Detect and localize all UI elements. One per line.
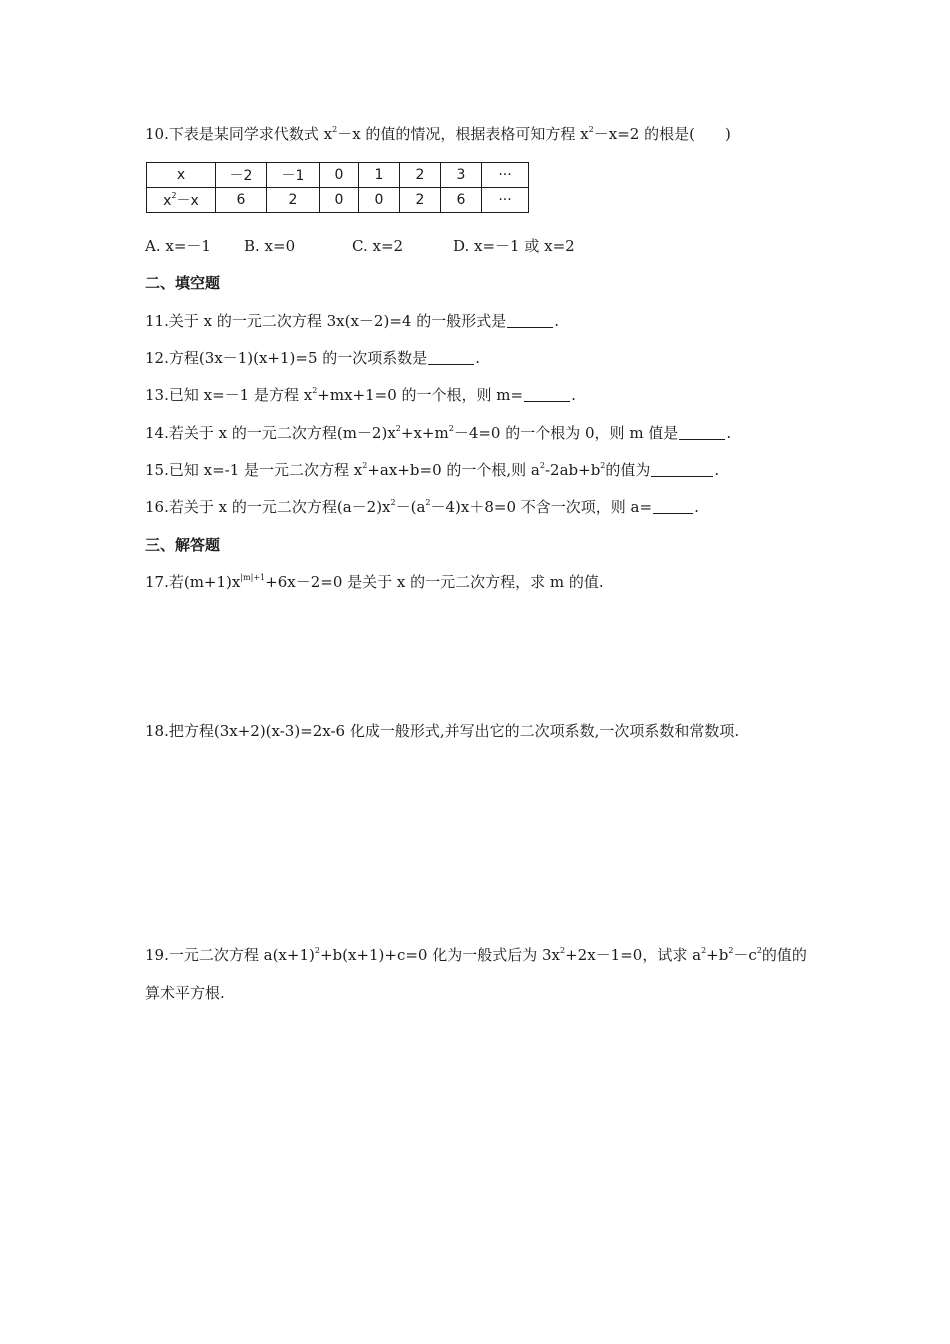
table-cell: 2 <box>400 163 441 188</box>
values-table <box>146 162 529 213</box>
question-16: 16.若关于 x 的一元二次方程$(a-2)x^2-(a^2-4)x+8=0$ 不含一次项，则 a= . <box>145 498 699 516</box>
table-cell: 2 <box>267 188 320 213</box>
answer-blank <box>524 386 570 402</box>
table-row <box>147 163 529 188</box>
question-12: 12.方程(3x－1)(x+1)=5 的一次项系数是 . <box>145 349 481 367</box>
table-cell: x <box>147 163 216 188</box>
question-11: 11.关于 x 的一元二次方程 3x(x－2)=4 的一般形式是 . <box>145 312 559 330</box>
table-cell: ··· <box>482 163 529 188</box>
table-cell: 0 <box>359 188 400 213</box>
table-cell: 6 <box>216 188 267 213</box>
table-cell: －1 <box>267 163 320 188</box>
question-13: 13.已知 x=－1 是方程 $x^2+mx+1=0$ 的一个根，则 m= . <box>145 386 576 404</box>
table-cell: 0 <box>320 163 359 188</box>
choice-d: D. x=－1 或 x=2 <box>453 237 575 255</box>
table-cell: 6 <box>441 188 482 213</box>
question-19-continued: 算术平方根. <box>145 984 225 1002</box>
question-17: 17.若$(m+1)x^{|m|+1}+6x-2=0$ 是关于 x 的一元二次方程，求 m 的值. <box>145 573 604 591</box>
table-cell: 2 <box>400 188 441 213</box>
answer-blank <box>653 498 693 514</box>
table-cell: 1 <box>359 163 400 188</box>
table-row <box>147 188 529 213</box>
section-answer: 三、解答题 <box>145 536 221 554</box>
table-cell: $x^2-x$ <box>147 188 216 213</box>
table-cell: －2 <box>216 163 267 188</box>
answer-blank <box>507 312 553 328</box>
answer-blank <box>428 349 474 365</box>
question-14: 14.若关于 x 的一元二次方程$(m-2)x^2+x+m^2-4=0$ 的一个根为 0，则 m 值是 . <box>145 424 732 442</box>
table-cell: 0 <box>320 188 359 213</box>
choice-c: C. x=2 <box>352 237 404 255</box>
section-fill-in: 二、填空题 <box>145 274 221 292</box>
table-cell: ··· <box>482 188 529 213</box>
question-18: 18.把方程(3x+2)(x-3)=2x-6 化成一般形式,并写出它的二次项系数,一次项系数和常数项. <box>145 722 740 740</box>
question-19: 19.一元二次方程 $a(x+1)^2+b(x+1)+c=0$ 化为一般式后为 $3x^2+2x-1=0$，试求 $a^2+b^2-c^2$的值的 <box>145 946 807 964</box>
table-cell: 3 <box>441 163 482 188</box>
choice-a: A. x=－1 <box>145 237 211 255</box>
question-15: 15.已知 x=-1 是一元二次方程 $x^2+ax+b=0$ 的一个根,则 $a^2-2ab+b^2$的值为 . <box>145 461 720 479</box>
answer-blank <box>651 461 713 477</box>
answer-blank <box>679 424 725 440</box>
question-10: 10.下表是某同学求代数式 $x^2-x$ 的值的情况，根据表格可知方程 $x^2-x=2$ 的根是( ) <box>145 125 731 143</box>
choice-b: B. x=0 <box>244 237 296 255</box>
